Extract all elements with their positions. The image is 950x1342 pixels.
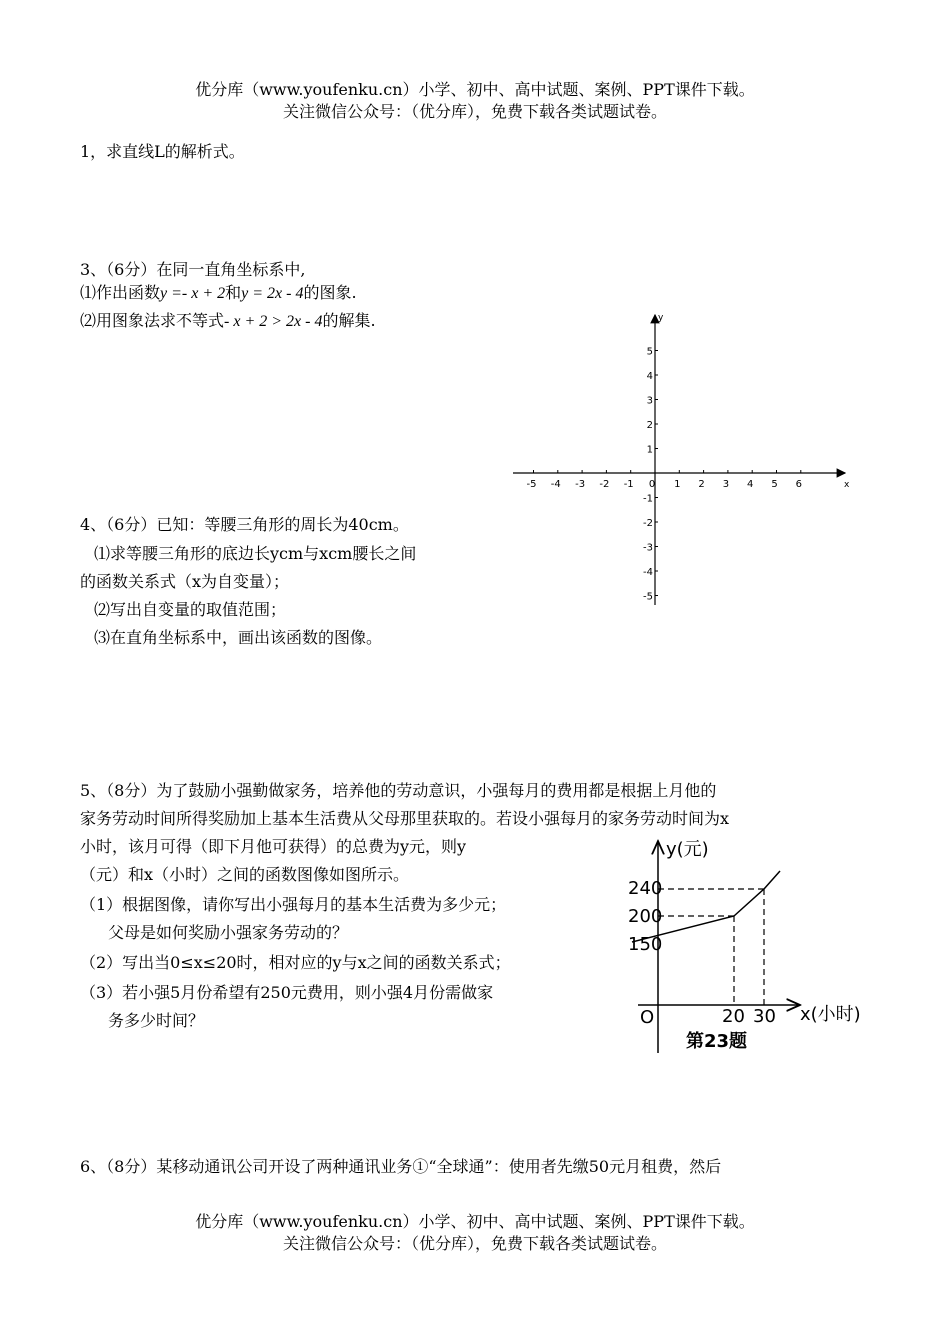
fee-line-extension <box>764 871 780 889</box>
question-4-part-3: ⑶在直角坐标系中，画出该函数的图像。 <box>94 628 383 647</box>
inequality: - x + 2 > 2x - 4 <box>224 313 323 330</box>
y-tick-label: -1 <box>643 493 653 505</box>
question-6: 6、（8分）某移动通讯公司开设了两种通讯业务①“全球通”：使用者先缴50元月租费，然后 <box>80 1157 722 1176</box>
y-tick-label: -2 <box>643 518 653 529</box>
y-tick-150: 150 <box>628 934 663 955</box>
origin-label: O <box>640 1007 655 1028</box>
question-5-part-3b: 务多少时间？ <box>108 1011 205 1030</box>
y-tick-label: 3 <box>646 395 653 407</box>
fee-graph <box>618 833 880 1063</box>
y-tick-label: 5 <box>646 346 653 358</box>
question-5-line-3: 小时，该月可得（即下月他可获得）的总费为y元，则y <box>80 837 467 856</box>
y-tick-240: 240 <box>628 878 663 899</box>
question-3-part-1 <box>80 280 357 303</box>
q3-part1-mid: 和 <box>225 283 242 302</box>
question-5-line-2: 家务劳动时间所得奖励加上基本生活费从父母那里获取的。若设小强每月的家务劳动时间为x <box>80 809 730 828</box>
function-1: y =- x + 2 <box>160 285 226 302</box>
x-tick-label: 2 <box>698 479 705 490</box>
y-axis-label: y(元) <box>666 839 709 860</box>
question-4-part-2: ⑵写出自变量的取值范围； <box>94 600 287 619</box>
coordinate-axes <box>505 305 860 610</box>
footer-line-1: 优分库（www.youfenku.cn）小学、初中、高中试题、案例、PPT课件下载。 <box>195 1212 755 1231</box>
x-tick-label: -2 <box>599 479 610 490</box>
x-tick-label: 1 <box>674 479 681 490</box>
question-5-part-1b: 父母是如何奖励小强家务劳动的？ <box>108 923 349 942</box>
question-3-part-2 <box>80 308 376 331</box>
y-tick-label: -4 <box>643 567 653 578</box>
question-1: 1，求直线L的解析式。 <box>80 142 245 161</box>
x-tick-label: -1 <box>623 479 634 490</box>
x-tick-label: 6 <box>795 479 802 490</box>
y-tick-label: 2 <box>646 420 653 431</box>
question-4-title: 4、（6分）已知：等腰三角形的周长为40cm。 <box>80 515 409 534</box>
question-3-title: 3、（6分）在同一直角坐标系中, <box>80 260 306 279</box>
y-tick-label: 4 <box>646 371 653 382</box>
y-tick-200: 200 <box>628 906 663 927</box>
x-axis-label: x <box>844 480 850 490</box>
question-5-part-2: （2）写出当0≤x≤20时，相对应的y与x之间的函数关系式； <box>80 953 511 972</box>
footer-line-2: 关注微信公众号：（优分库），免费下载各类试题试卷。 <box>282 1234 667 1253</box>
figure-caption: 第23题 <box>686 1031 748 1052</box>
x-tick-label: 3 <box>722 479 730 490</box>
x-tick-30: 30 <box>753 1006 776 1027</box>
x-tick-label: -3 <box>575 479 586 490</box>
x-axis-label: x(小时) <box>800 1004 861 1025</box>
question-5-part-1a: （1）根据图像，请你写出小强每月的基本生活费为多少元； <box>80 895 507 914</box>
q3-part2-suffix: 的解集. <box>322 311 376 330</box>
x-tick-20: 20 <box>722 1006 745 1027</box>
question-5-part-3a: （3）若小强5月份希望有250元费用，则小强4月份需做家 <box>80 983 494 1002</box>
question-4-part-1b: 的函数关系式（x为自变量）； <box>80 572 290 591</box>
question-5-line-4: （元）和x（小时）之间的函数图像如图所示。 <box>80 865 410 884</box>
y-tick-label: -3 <box>643 542 653 554</box>
x-tick-label: 5 <box>771 479 778 490</box>
y-tick-label: 1 <box>646 444 653 456</box>
y-axis-label: y <box>658 313 664 323</box>
x-tick-label: -4 <box>550 479 561 490</box>
q3-part2-prefix: ⑵用图象法求不等式 <box>80 311 225 330</box>
q3-part1-suffix: 的图象. <box>303 283 357 302</box>
header-line-2: 关注微信公众号：（优分库），免费下载各类试题试卷。 <box>282 102 667 121</box>
question-4-part-1a: ⑴求等腰三角形的底边长ycm与xcm腰长之间 <box>94 544 417 563</box>
x-tick-label: 4 <box>747 479 754 490</box>
question-5-line-1: 5、（8分）为了鼓励小强勤做家务，培养他的劳动意识，小强每月的费用都是根据上月他的 <box>80 781 717 800</box>
x-tick-label: -5 <box>526 479 537 490</box>
function-2: y = 2x - 4 <box>241 285 304 302</box>
y-tick-label: -5 <box>643 591 653 603</box>
x-tick-label: 0 <box>648 479 656 490</box>
q3-part1-prefix: ⑴作出函数 <box>80 283 161 302</box>
header-line-1: 优分库（www.youfenku.cn）小学、初中、高中试题、案例、PPT课件下载。 <box>195 80 755 99</box>
